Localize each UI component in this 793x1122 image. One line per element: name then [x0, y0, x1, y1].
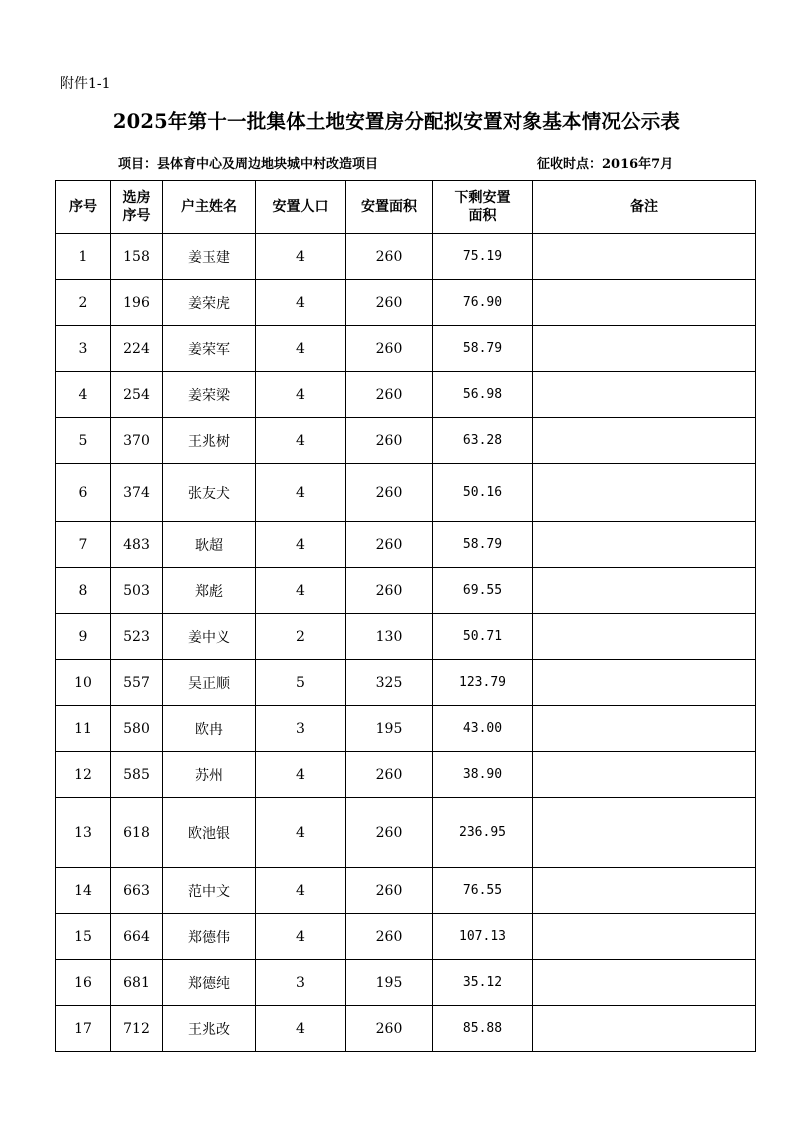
table-row: [56, 614, 756, 660]
cell-remaining-area: 35.12: [433, 960, 533, 1006]
cell-selection-no: 503: [111, 568, 163, 614]
cell-area: 195: [346, 960, 433, 1006]
cell-population: 4: [256, 372, 346, 418]
cell-area: 260: [346, 914, 433, 960]
cell-no: 10: [56, 660, 111, 706]
cell-name: 耿超: [163, 522, 256, 568]
cell-name: 张友犬: [163, 464, 256, 522]
cell-selection-no: 663: [111, 868, 163, 914]
cell-note: [533, 1006, 756, 1052]
cell-name: 苏州: [163, 752, 256, 798]
cell-population: 4: [256, 798, 346, 868]
table-row: [56, 960, 756, 1006]
cell-population: 4: [256, 522, 346, 568]
table-row: [56, 372, 756, 418]
cell-area: 260: [346, 522, 433, 568]
cell-no: 12: [56, 752, 111, 798]
cell-selection-no: 580: [111, 706, 163, 752]
table-row: [56, 522, 756, 568]
cell-selection-no: 483: [111, 522, 163, 568]
table-row: [56, 914, 756, 960]
project-label: 项目：县体育中心及周边地块城中村改造项目: [118, 157, 379, 172]
cell-selection-no: 224: [111, 326, 163, 372]
table-row: [56, 660, 756, 706]
table-row: [56, 868, 756, 914]
cell-remaining-area: 236.95: [433, 798, 533, 868]
table-row: [56, 798, 756, 868]
cell-remaining-area: 76.90: [433, 280, 533, 326]
cell-population: 4: [256, 752, 346, 798]
header-remaining-area: 下剩安置面积: [433, 181, 533, 234]
cell-no: 5: [56, 418, 111, 464]
table-row: [56, 706, 756, 752]
cell-selection-no: 618: [111, 798, 163, 868]
cell-area: 260: [346, 418, 433, 464]
cell-no: 9: [56, 614, 111, 660]
cell-note: [533, 914, 756, 960]
header-area: 安置面积: [346, 181, 433, 234]
cell-remaining-area: 58.79: [433, 522, 533, 568]
cell-area: 260: [346, 868, 433, 914]
attachment-label: 附件1-1: [60, 76, 111, 92]
cell-population: 3: [256, 960, 346, 1006]
cell-name: 欧冉: [163, 706, 256, 752]
cell-no: 3: [56, 326, 111, 372]
cell-remaining-area: 43.00: [433, 706, 533, 752]
table-header-row: [56, 181, 756, 234]
cell-area: 130: [346, 614, 433, 660]
cell-selection-no: 681: [111, 960, 163, 1006]
cell-note: [533, 614, 756, 660]
table-row: [56, 568, 756, 614]
page-title: 2025年第十一批集体土地安置房分配拟安置对象基本情况公示表: [112, 110, 681, 133]
cell-note: [533, 418, 756, 464]
cell-name: 欧池银: [163, 798, 256, 868]
cell-remaining-area: 63.28: [433, 418, 533, 464]
table-row: [56, 464, 756, 522]
cell-selection-no: 712: [111, 1006, 163, 1052]
cell-selection-no: 664: [111, 914, 163, 960]
cell-area: 260: [346, 372, 433, 418]
cell-note: [533, 326, 756, 372]
cell-remaining-area: 58.79: [433, 326, 533, 372]
cell-no: 7: [56, 522, 111, 568]
cell-name: 姜中义: [163, 614, 256, 660]
cell-no: 4: [56, 372, 111, 418]
cell-selection-no: 523: [111, 614, 163, 660]
cell-no: 2: [56, 280, 111, 326]
cell-population: 4: [256, 568, 346, 614]
cell-population: 3: [256, 706, 346, 752]
header-name: 户主姓名: [163, 181, 256, 234]
cell-area: 260: [346, 464, 433, 522]
table-row: [56, 752, 756, 798]
table-row: [56, 280, 756, 326]
cell-selection-no: 158: [111, 234, 163, 280]
cell-remaining-area: 56.98: [433, 372, 533, 418]
table-row: [56, 418, 756, 464]
cell-no: 6: [56, 464, 111, 522]
header-population: 安置人口: [256, 181, 346, 234]
cell-name: 郑德纯: [163, 960, 256, 1006]
cell-note: [533, 960, 756, 1006]
cell-no: 15: [56, 914, 111, 960]
table-row: [56, 234, 756, 280]
cell-population: 4: [256, 326, 346, 372]
cell-remaining-area: 76.55: [433, 868, 533, 914]
cell-name: 吴正顺: [163, 660, 256, 706]
cell-area: 195: [346, 706, 433, 752]
cell-population: 5: [256, 660, 346, 706]
cell-no: 8: [56, 568, 111, 614]
cell-area: 325: [346, 660, 433, 706]
table-row: [56, 326, 756, 372]
cell-selection-no: 557: [111, 660, 163, 706]
cell-selection-no: 254: [111, 372, 163, 418]
cell-no: 11: [56, 706, 111, 752]
cell-population: 4: [256, 868, 346, 914]
cell-area: 260: [346, 752, 433, 798]
header-selection-no: 选房序号: [111, 181, 163, 234]
cell-note: [533, 522, 756, 568]
cell-name: 郑彪: [163, 568, 256, 614]
cell-remaining-area: 85.88: [433, 1006, 533, 1052]
cell-area: 260: [346, 234, 433, 280]
cell-no: 14: [56, 868, 111, 914]
cell-population: 4: [256, 234, 346, 280]
cell-note: [533, 464, 756, 522]
cell-no: 16: [56, 960, 111, 1006]
cell-area: 260: [346, 798, 433, 868]
header-note: 备注: [533, 181, 756, 234]
cell-population: 4: [256, 1006, 346, 1052]
cell-note: [533, 868, 756, 914]
cell-selection-no: 374: [111, 464, 163, 522]
cell-name: 姜荣虎: [163, 280, 256, 326]
cell-area: 260: [346, 326, 433, 372]
cell-note: [533, 660, 756, 706]
cell-note: [533, 798, 756, 868]
cell-selection-no: 370: [111, 418, 163, 464]
cell-name: 姜荣梁: [163, 372, 256, 418]
cell-selection-no: 585: [111, 752, 163, 798]
cell-name: 王兆改: [163, 1006, 256, 1052]
cell-area: 260: [346, 280, 433, 326]
header-no: 序号: [56, 181, 111, 234]
cell-name: 王兆树: [163, 418, 256, 464]
cell-no: 1: [56, 234, 111, 280]
cell-name: 郑德伟: [163, 914, 256, 960]
cell-note: [533, 706, 756, 752]
cell-no: 13: [56, 798, 111, 868]
cell-name: 姜玉建: [163, 234, 256, 280]
cell-remaining-area: 123.79: [433, 660, 533, 706]
cell-remaining-area: 107.13: [433, 914, 533, 960]
cell-remaining-area: 50.16: [433, 464, 533, 522]
cell-population: 4: [256, 914, 346, 960]
collection-time-label: 征收时点：2016年7月: [537, 157, 674, 172]
cell-remaining-area: 38.90: [433, 752, 533, 798]
cell-population: 4: [256, 280, 346, 326]
table-row: [56, 1006, 756, 1052]
cell-note: [533, 752, 756, 798]
cell-note: [533, 280, 756, 326]
cell-area: 260: [346, 1006, 433, 1052]
resettlement-table: [55, 180, 756, 1052]
cell-area: 260: [346, 568, 433, 614]
cell-note: [533, 372, 756, 418]
cell-selection-no: 196: [111, 280, 163, 326]
cell-remaining-area: 69.55: [433, 568, 533, 614]
cell-remaining-area: 50.71: [433, 614, 533, 660]
cell-remaining-area: 75.19: [433, 234, 533, 280]
cell-note: [533, 568, 756, 614]
cell-note: [533, 234, 756, 280]
cell-name: 范中文: [163, 868, 256, 914]
cell-population: 4: [256, 418, 346, 464]
cell-population: 4: [256, 464, 346, 522]
cell-name: 姜荣军: [163, 326, 256, 372]
cell-population: 2: [256, 614, 346, 660]
cell-no: 17: [56, 1006, 111, 1052]
